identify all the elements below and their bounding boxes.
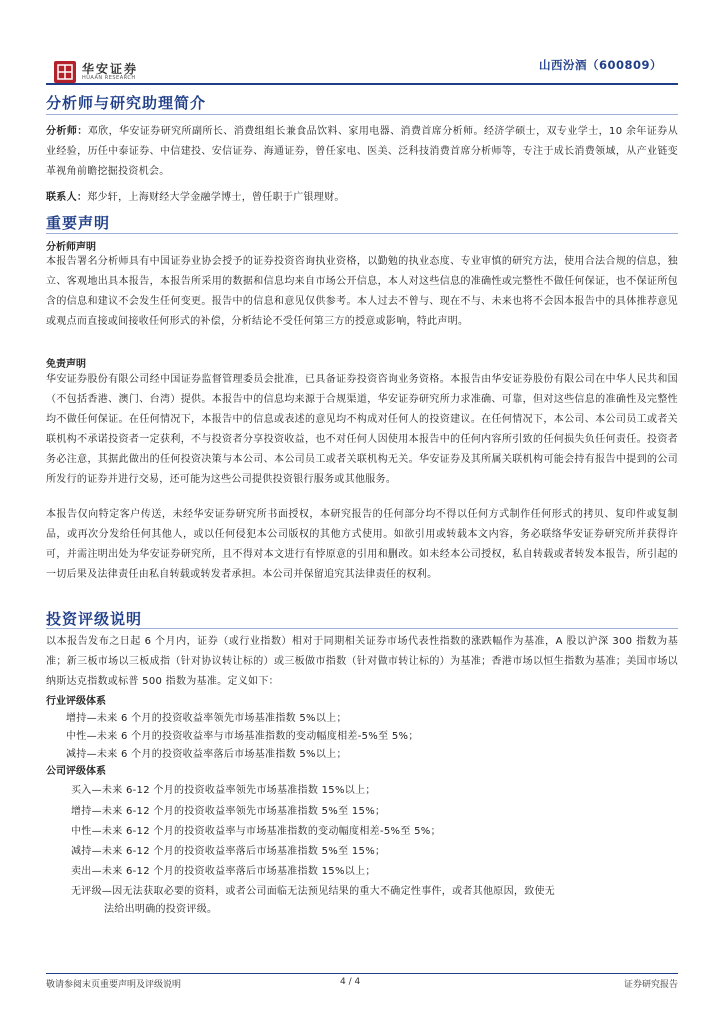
no-rating-line: 法给出明确的投资评级。	[104, 904, 218, 915]
footer-report-type: 证券研究报告	[623, 980, 678, 990]
exemption-text: 华安证券股份有限公司经中国证券监督管理委员会批准，已具备证券投资咨询业务资格。本报告由华安证券股份有限公司在中华人民共和国（不包括香港、澳门、台湾）提供。本报告中的信息均来源于合规渠道，华安证券研究所力求准确、可靠，但对这些信息的准确性及完整性均不做任何保证。在任何情况下，本报告中的信息或表述的意见均不构成对任何人的投资建议。在任何情况下，本公司、本公司员工或者关联机构不承诺投资者一定获利，不与投资者分享投资收益，也不对任何人因使用本报告中的任何内容所引致的任何损失负任何责任。投资者务必注意，其据此做出的任何投资决策与本公司、本公司员工或者关联机构无关。华安证券及其所属关联机构可能会持有报告中提到的公司所发行的证券并进行交易，还可能为这些公司提供投资银行服务或其他服务。	[46, 374, 678, 485]
contact-label: 联系人：	[46, 192, 88, 203]
section-title-disclaimer: 重要声明	[46, 214, 111, 232]
company-rating-item: 买入—未来 6-12 个月的投资收益率领先市场基准指数 15%以上；	[71, 785, 376, 796]
rating-intro: 以本报告发布之日起 6 个月内，证券（或行业指数）相对于同期相关证券市场代表性指数的涨跌幅作为基准，A 股以沪深 300 指数为基准；新三板市场以三板成指（针对协议转让标的）或三板做市指数（针对做市转让标的）为基准；香港市场以恒生指数为基准；美国市场以纳斯达克指数或标普 500 指数为基准。定义如下：	[46, 636, 678, 687]
section-divider	[46, 114, 678, 115]
analyst-text: 邓欣，华安证券研究所副所长、消费组组长兼食品饮料、家用电器、消费首席分析师。经济学硕士，双专业学士，10 余年证券从业经验，历任中泰证券、中信建投、安信证券、海通证券，曾任家电、医美、泛科技消费首席分析师等，专注于成长消费领域，从产业链变革视角前瞻挖掘投资机会。	[46, 126, 678, 177]
analyst-statement-text: 本报告署名分析师具有中国证券业协会授予的证券投资咨询执业资格，以勤勉的执业态度、专业审慎的研究方法，使用合法合规的信息，独立、客观地出具本报告，本报告所采用的数据和信息均来自市场公开信息，本人对这些信息的准确性或完整性不做任何保证，也不保证所包含的信息和建议不会发生任何变更。报告中的信息和意见仅供参考。本人过去不曾与、现在不与、未来也将不会因本报告中的具体推荐意见或观点而直接或间接收任何形式的补偿，分析结论不受任何第三方的授意或影响，特此声明。	[46, 256, 678, 327]
industry-rating-item: 中性—未来 6 个月的投资收益率与市场基准指数的变动幅度相差-5%至 5%；	[66, 731, 419, 742]
analyst-intro	[46, 122, 678, 182]
industry-rating-title: 行业评级体系	[46, 696, 106, 707]
company-logo-icon	[54, 61, 76, 83]
header-divider	[46, 83, 678, 85]
company-rating-item: 增持—未来 6-12 个月的投资收益率领先市场基准指数 5%至 15%；	[71, 806, 386, 817]
contact-text: 郑少轩，上海财经大学金融学博士，曾任职于广银理财。	[87, 192, 345, 203]
section-title-analyst: 分析师与研究助理简介	[46, 94, 207, 112]
section-title-rating: 投资评级说明	[46, 610, 143, 628]
footer-note: 敬请参阅末页重要声明及评级说明	[46, 980, 182, 990]
analyst-statement-title: 分析师声明	[46, 242, 96, 253]
page-header	[46, 55, 678, 85]
company-rating-item: 卖出—未来 6-12 个月的投资收益率落后市场基准指数 15%以上；	[71, 866, 376, 877]
company-title: 山西汾酒（600809）	[538, 58, 662, 72]
distribution-text: 本报告仅向特定客户传送，未经华安证券研究所书面授权，本研究报告的任何部分均不得以任何方式制作任何形式的拷贝、复印件或复制品，或再次分发给任何其他人，或以任何侵犯本公司版权的其他方式使用。如欲引用或转载本文内容，务必联络华安证券研究所并获得许可，并需注明出处为华安证券研究所，且不得对本文进行有悖原意的引用和删改。如未经本公司授权，私自转载或者转发本报告，所引起的一切后果及法律责任由私自转载或转发者承担。本公司并保留追究其法律责任的权利。	[46, 509, 678, 580]
industry-rating-item: 增持—未来 6 个月的投资收益率领先市场基准指数 5%以上；	[66, 713, 347, 724]
footer-divider	[46, 973, 678, 974]
logo-subtext: HUAAN RESEARCH	[82, 75, 136, 81]
industry-rating-item: 减持—未来 6 个月的投资收益率落后市场基准指数 5%以上；	[66, 749, 347, 760]
logo-text: 华安证券	[82, 62, 139, 76]
section-divider	[46, 233, 678, 234]
contact-intro	[46, 188, 678, 208]
company-rating-item: 中性—未来 6-12 个月的投资收益率与市场基准指数的变动幅度相差-5%至 5%；	[71, 826, 441, 837]
section-divider	[46, 628, 678, 629]
company-rating-title: 公司评级体系	[46, 766, 106, 777]
exemption-title: 免责声明	[46, 359, 86, 370]
analyst-label: 分析师：	[46, 126, 88, 137]
company-rating-item: 减持—未来 6-12 个月的投资收益率落后市场基准指数 5%至 15%；	[71, 846, 386, 857]
no-rating-line: 无评级—因无法获取必要的资料，或者公司面临无法预见结果的重大不确定性事件，或者其他原因，致使无	[71, 886, 556, 897]
page-number: 4 / 4	[340, 977, 361, 987]
